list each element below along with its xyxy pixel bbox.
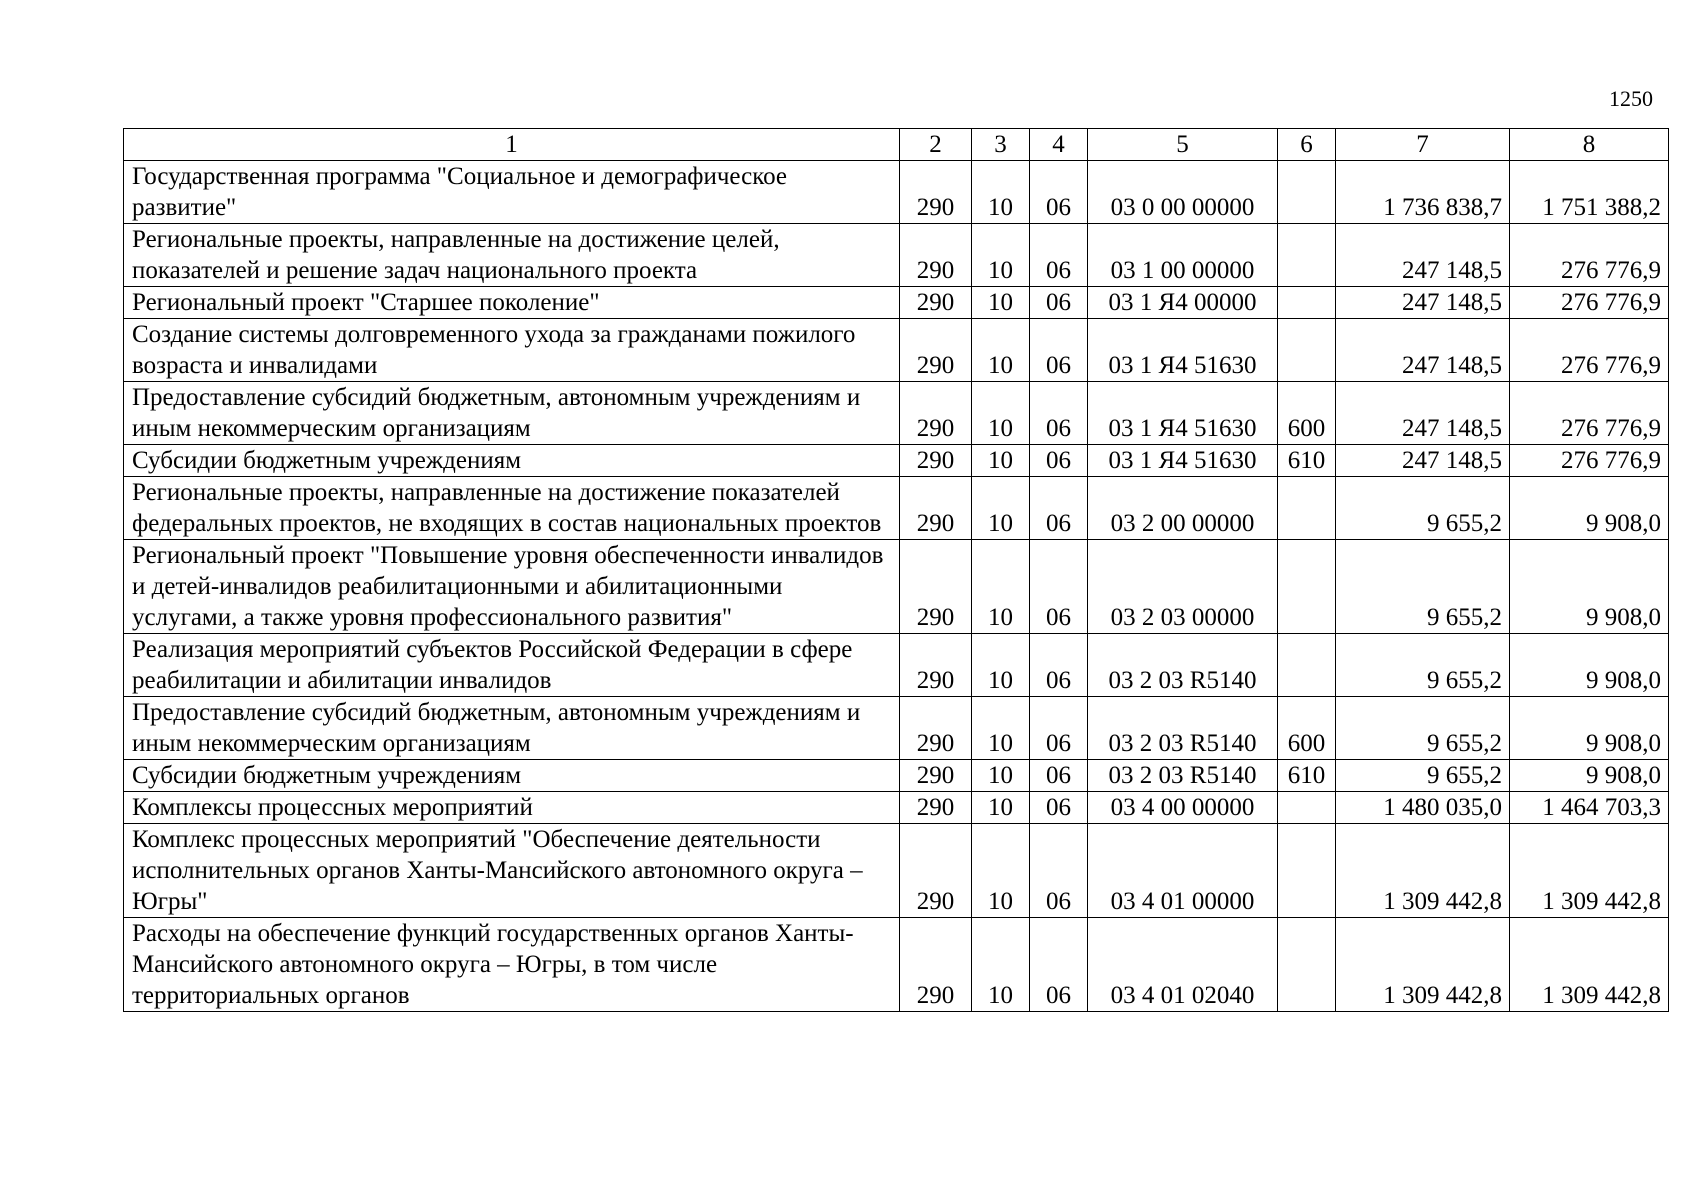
item-name-cell: Предоставление субсидий бюджетным, автономным учреждениям и иным некоммерческим организациям <box>124 382 900 445</box>
expense-type-cell <box>1278 824 1336 918</box>
subsection-cell: 06 <box>1030 445 1088 477</box>
amount-col7-cell: 9 655,2 <box>1336 540 1510 634</box>
subsection-cell: 06 <box>1030 824 1088 918</box>
subsection-cell: 06 <box>1030 760 1088 792</box>
amount-col7-cell: 1 480 035,0 <box>1336 792 1510 824</box>
expense-type-cell <box>1278 634 1336 697</box>
target-article-cell: 03 2 03 R5140 <box>1088 697 1278 760</box>
page-number: 1250 <box>1609 86 1653 111</box>
amount-col7-cell: 247 148,5 <box>1336 445 1510 477</box>
target-article-cell: 03 2 03 00000 <box>1088 540 1278 634</box>
code-cell: 290 <box>900 382 972 445</box>
expense-type-cell <box>1278 287 1336 319</box>
section-cell: 10 <box>972 287 1030 319</box>
target-article-cell: 03 4 00 00000 <box>1088 792 1278 824</box>
target-article-cell: 03 2 03 R5140 <box>1088 634 1278 697</box>
amount-col7-cell: 1 309 442,8 <box>1336 824 1510 918</box>
table-row <box>124 697 1669 760</box>
expense-type-cell: 610 <box>1278 445 1336 477</box>
target-article-cell: 03 1 Я4 51630 <box>1088 319 1278 382</box>
item-name-cell: Региональные проекты, направленные на достижение показателей федеральных проектов, не входящих в состав национальных проектов <box>124 477 900 540</box>
table-row <box>124 634 1669 697</box>
section-cell: 10 <box>972 918 1030 1012</box>
subsection-cell: 06 <box>1030 161 1088 224</box>
amount-col7-cell: 9 655,2 <box>1336 760 1510 792</box>
section-cell: 10 <box>972 634 1030 697</box>
code-cell: 290 <box>900 477 972 540</box>
item-name-cell: Государственная программа "Социальное и демографическое развитие" <box>124 161 900 224</box>
table-row <box>124 918 1669 1012</box>
code-cell: 290 <box>900 287 972 319</box>
code-cell: 290 <box>900 319 972 382</box>
section-cell: 10 <box>972 792 1030 824</box>
code-cell: 290 <box>900 161 972 224</box>
target-article-cell: 03 1 Я4 00000 <box>1088 287 1278 319</box>
header-cell-3: 3 <box>972 129 1030 161</box>
subsection-cell: 06 <box>1030 634 1088 697</box>
amount-col8-cell: 9 908,0 <box>1510 634 1669 697</box>
table-row <box>124 824 1669 918</box>
item-name-cell: Региональные проекты, направленные на достижение целей, показателей и решение задач национального проекта <box>124 224 900 287</box>
header-cell-6: 6 <box>1278 129 1336 161</box>
code-cell: 290 <box>900 634 972 697</box>
target-article-cell: 03 1 00 00000 <box>1088 224 1278 287</box>
item-name-cell: Комплексы процессных мероприятий <box>124 792 900 824</box>
code-cell: 290 <box>900 445 972 477</box>
amount-col8-cell: 9 908,0 <box>1510 697 1669 760</box>
header-cell-1: 1 <box>124 129 900 161</box>
table-row <box>124 224 1669 287</box>
target-article-cell: 03 2 00 00000 <box>1088 477 1278 540</box>
amount-col8-cell: 276 776,9 <box>1510 382 1669 445</box>
expense-type-cell: 600 <box>1278 697 1336 760</box>
code-cell: 290 <box>900 540 972 634</box>
code-cell: 290 <box>900 760 972 792</box>
expense-type-cell <box>1278 540 1336 634</box>
amount-col7-cell: 1 309 442,8 <box>1336 918 1510 1012</box>
target-article-cell: 03 0 00 00000 <box>1088 161 1278 224</box>
subsection-cell: 06 <box>1030 224 1088 287</box>
expense-type-cell <box>1278 161 1336 224</box>
item-name-cell: Предоставление субсидий бюджетным, автономным учреждениям и иным некоммерческим организациям <box>124 697 900 760</box>
expense-type-cell: 600 <box>1278 382 1336 445</box>
amount-col7-cell: 9 655,2 <box>1336 697 1510 760</box>
target-article-cell: 03 1 Я4 51630 <box>1088 382 1278 445</box>
expense-type-cell: 610 <box>1278 760 1336 792</box>
amount-col7-cell: 1 736 838,7 <box>1336 161 1510 224</box>
target-article-cell: 03 4 01 02040 <box>1088 918 1278 1012</box>
section-cell: 10 <box>972 382 1030 445</box>
item-name-cell: Комплекс процессных мероприятий "Обеспечение деятельности исполнительных органов Ханты-Мансийского автономного округа – Югры" <box>124 824 900 918</box>
subsection-cell: 06 <box>1030 540 1088 634</box>
header-cell-2: 2 <box>900 129 972 161</box>
table-body <box>124 161 1669 1012</box>
amount-col8-cell: 9 908,0 <box>1510 540 1669 634</box>
subsection-cell: 06 <box>1030 287 1088 319</box>
amount-col8-cell: 276 776,9 <box>1510 319 1669 382</box>
section-cell: 10 <box>972 824 1030 918</box>
amount-col8-cell: 276 776,9 <box>1510 445 1669 477</box>
section-cell: 10 <box>972 697 1030 760</box>
amount-col7-cell: 9 655,2 <box>1336 634 1510 697</box>
item-name-cell: Субсидии бюджетным учреждениям <box>124 445 900 477</box>
section-cell: 10 <box>972 161 1030 224</box>
section-cell: 10 <box>972 224 1030 287</box>
budget-table <box>123 128 1669 1012</box>
header-cell-5: 5 <box>1088 129 1278 161</box>
subsection-cell: 06 <box>1030 792 1088 824</box>
amount-col8-cell: 1 751 388,2 <box>1510 161 1669 224</box>
amount-col7-cell: 247 148,5 <box>1336 224 1510 287</box>
code-cell: 290 <box>900 918 972 1012</box>
header-cell-7: 7 <box>1336 129 1510 161</box>
table-row <box>124 477 1669 540</box>
section-cell: 10 <box>972 760 1030 792</box>
expense-type-cell <box>1278 918 1336 1012</box>
subsection-cell: 06 <box>1030 319 1088 382</box>
amount-col8-cell: 276 776,9 <box>1510 224 1669 287</box>
amount-col8-cell: 276 776,9 <box>1510 287 1669 319</box>
section-cell: 10 <box>972 319 1030 382</box>
amount-col7-cell: 247 148,5 <box>1336 382 1510 445</box>
subsection-cell: 06 <box>1030 697 1088 760</box>
item-name-cell: Региональный проект "Старшее поколение" <box>124 287 900 319</box>
code-cell: 290 <box>900 824 972 918</box>
amount-col8-cell: 1 464 703,3 <box>1510 792 1669 824</box>
section-cell: 10 <box>972 445 1030 477</box>
subsection-cell: 06 <box>1030 918 1088 1012</box>
expense-type-cell <box>1278 477 1336 540</box>
item-name-cell: Субсидии бюджетным учреждениям <box>124 760 900 792</box>
amount-col8-cell: 1 309 442,8 <box>1510 918 1669 1012</box>
item-name-cell: Расходы на обеспечение функций государственных органов Ханты-Мансийского автономного округа – Югры, в том числе территориальных органов <box>124 918 900 1012</box>
amount-col7-cell: 247 148,5 <box>1336 287 1510 319</box>
section-cell: 10 <box>972 540 1030 634</box>
subsection-cell: 06 <box>1030 382 1088 445</box>
item-name-cell: Реализация мероприятий субъектов Российской Федерации в сфере реабилитации и абилитации инвалидов <box>124 634 900 697</box>
header-row <box>124 129 1669 161</box>
amount-col8-cell: 1 309 442,8 <box>1510 824 1669 918</box>
expense-type-cell <box>1278 224 1336 287</box>
amount-col7-cell: 9 655,2 <box>1336 477 1510 540</box>
item-name-cell: Региональный проект "Повышение уровня обеспеченности инвалидов и детей-инвалидов реабилитационными и абилитационными услугами, а также уровня профессионального развития" <box>124 540 900 634</box>
expense-type-cell <box>1278 792 1336 824</box>
amount-col8-cell: 9 908,0 <box>1510 477 1669 540</box>
expense-type-cell <box>1278 319 1336 382</box>
table-row <box>124 540 1669 634</box>
target-article-cell: 03 4 01 00000 <box>1088 824 1278 918</box>
target-article-cell: 03 1 Я4 51630 <box>1088 445 1278 477</box>
header-cell-4: 4 <box>1030 129 1088 161</box>
code-cell: 290 <box>900 792 972 824</box>
table-row <box>124 792 1669 824</box>
table-row <box>124 445 1669 477</box>
target-article-cell: 03 2 03 R5140 <box>1088 760 1278 792</box>
table-row <box>124 287 1669 319</box>
table-row <box>124 382 1669 445</box>
subsection-cell: 06 <box>1030 477 1088 540</box>
code-cell: 290 <box>900 697 972 760</box>
header-cell-8: 8 <box>1510 129 1669 161</box>
table-row <box>124 760 1669 792</box>
code-cell: 290 <box>900 224 972 287</box>
section-cell: 10 <box>972 477 1030 540</box>
table-row <box>124 319 1669 382</box>
amount-col8-cell: 9 908,0 <box>1510 760 1669 792</box>
amount-col7-cell: 247 148,5 <box>1336 319 1510 382</box>
item-name-cell: Создание системы долговременного ухода за гражданами пожилого возраста и инвалидами <box>124 319 900 382</box>
table-row <box>124 161 1669 224</box>
